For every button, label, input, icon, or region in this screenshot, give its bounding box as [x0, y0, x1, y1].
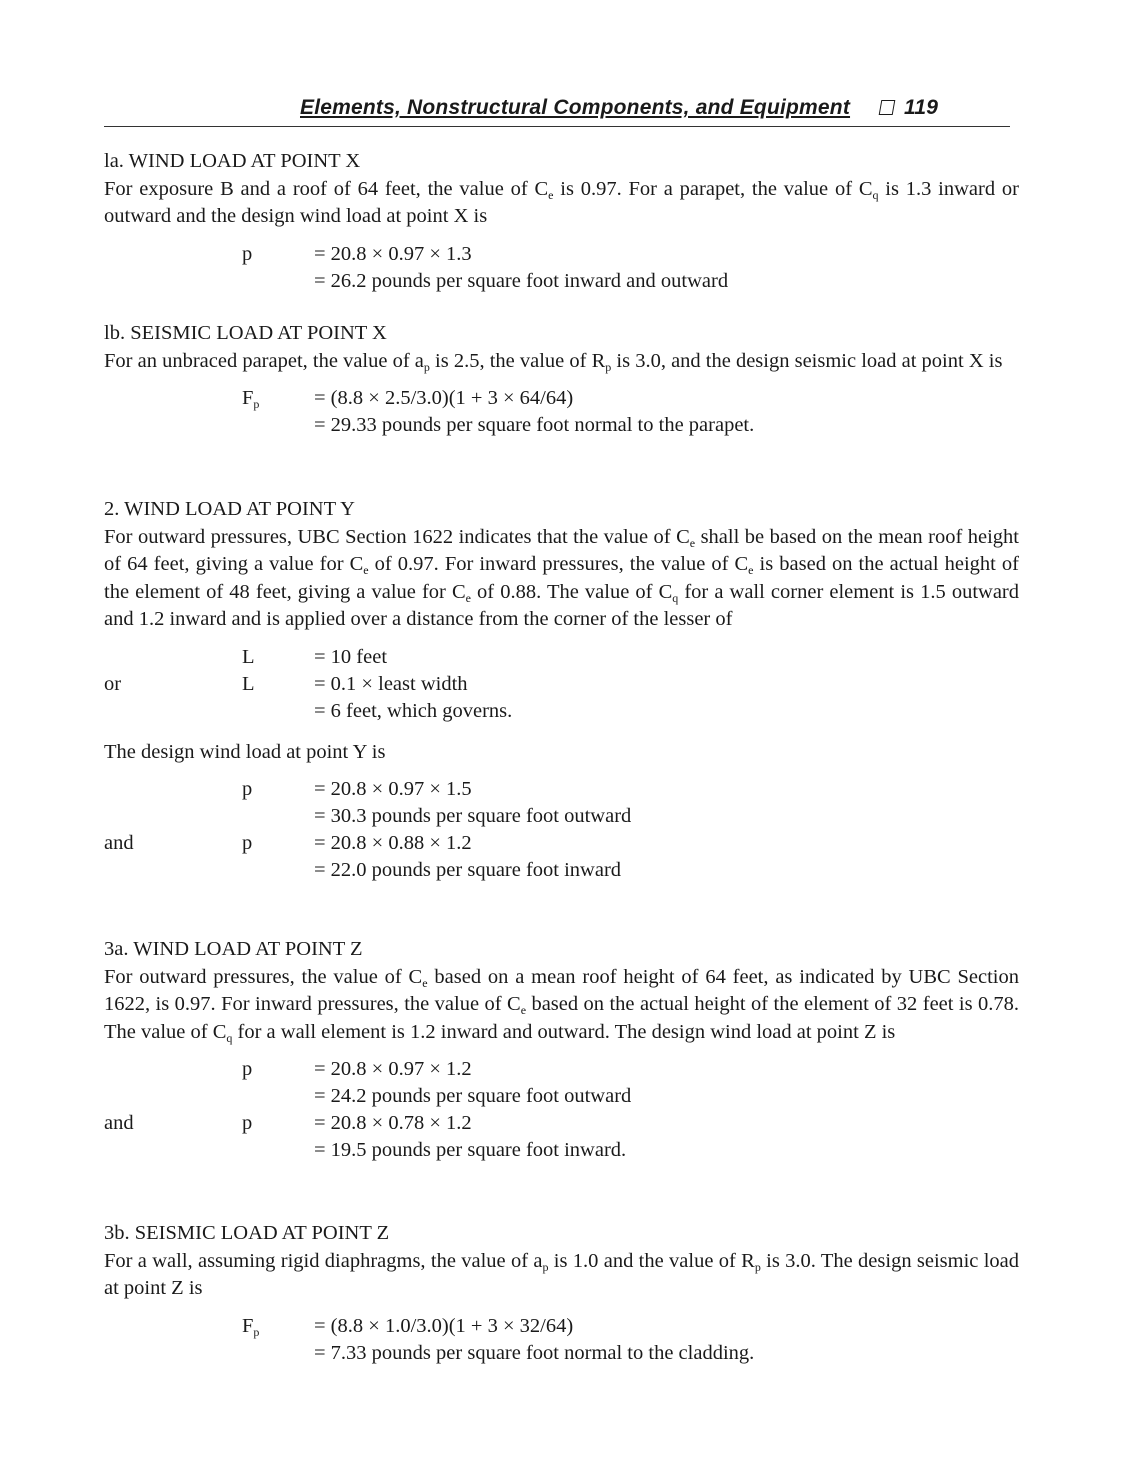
equation-line: = 10 feet [314, 645, 388, 668]
running-header-title: Elements, Nonstructural Components, and Equipment [300, 96, 851, 119]
section-paragraph: For outward pressures, UBC Section 1622 indicates that the value of $C_e$ shall be based on the mean roof height of 64 feet, giving a value for $C_e$ of 0.97. For inward pressures, the value of $C_e$ is based on the actual height of the element of 48 feet, giving a value for $C_e$ of 0.88. The value of $C_q$ for a wall corner element is 1.5 outward and 1.2 inward and is applied over a distance from the corner of the lesser of [104, 525, 1020, 630]
equation-symbol: L [242, 645, 255, 668]
equation-block [104, 385, 1019, 439]
equation-symbol: p [242, 1058, 253, 1080]
equation-symbol: L [242, 672, 255, 695]
equation-symbol: p [242, 832, 253, 854]
section-heading: 2. WIND LOAD AT POINT Y [104, 498, 355, 520]
section-paragraph: For outward pressures, the value of $C_e$ based on a mean roof height of 64 feet, as indicated by UBC Section 1622, is 0.97. For inward pressures, the value of $C_e$ based on the actual height of the element of 32 feet is 0.78. The value of $C_q$ for a wall element is 1.2 inward and outward. The design wind load at point Z is [104, 965, 1019, 1045]
equation-line: = 0.1 × least width [314, 672, 468, 695]
equation-line: = 20.8 × 0.88 × 1.2 [314, 832, 472, 854]
equation-line: = 20.8 × 0.97 × 1.3 [314, 242, 472, 265]
section-2 [104, 496, 1019, 884]
section-1b [104, 320, 1019, 439]
equation-line: = 30.3 pounds per square foot outward [314, 805, 632, 827]
running-header [300, 96, 1012, 120]
section-paragraph: The design wind load at point Y is [104, 740, 386, 763]
equation-line: = (8.8 × 2.5/3.0)(1 + 3 × 64/64) [314, 387, 574, 409]
equation-block [104, 644, 1019, 725]
section-heading: lb. SEISMIC LOAD AT POINT X [104, 322, 387, 344]
section-paragraph: For an unbraced parapet, the value of $a_p$ is 2.5, the value of $R_p$ is 3.0, and the design seismic load at point X is [104, 349, 1003, 374]
section-heading: 3b. SEISMIC LOAD AT POINT Z [104, 1222, 390, 1244]
equation-line: = 29.33 pounds per square foot normal to the parapet. [314, 414, 755, 436]
equation-block [104, 1313, 1019, 1367]
page-number: 119 [904, 96, 939, 119]
equation-block [104, 1056, 1019, 1164]
equation-line: = 26.2 pounds per square foot inward and outward [314, 269, 729, 292]
section-heading: la. WIND LOAD AT POINT X [104, 150, 361, 172]
equation-line: = 6 feet, which governs. [314, 699, 513, 722]
section-1a [104, 148, 1019, 295]
equation-symbol: $F_p$ [242, 387, 260, 411]
equation-line: = 7.33 pounds per square foot normal to the cladding. [314, 1341, 755, 1364]
section-paragraph: For a wall, assuming rigid diaphragms, the value of $a_p$ is 1.0 and the value of $R_p$ is 3.0. The design seismic load at point Z is [104, 1249, 1020, 1299]
connector-word: or [104, 672, 122, 695]
equation-line: = 20.8 × 0.97 × 1.2 [314, 1058, 472, 1080]
equation-symbol: $F_p$ [242, 1314, 260, 1339]
equation-line: = (8.8 × 1.0/3.0)(1 + 3 × 32/64) [314, 1314, 574, 1337]
section-paragraph: For exposure B and a roof of 64 feet, the value of $C_e$ is 0.97. For a parapet, the value of $C_q$ is 1.3 inward or outward and the design wind load at point X is [104, 177, 1019, 227]
equation-line: = 20.8 × 0.78 × 1.2 [314, 1112, 472, 1134]
equation-line: = 19.5 pounds per square foot inward. [314, 1139, 627, 1161]
equation-symbol: p [242, 242, 253, 265]
square-icon [879, 100, 896, 115]
connector-word: and [104, 832, 134, 854]
equation-block [104, 776, 1019, 884]
section-3b [104, 1220, 1019, 1367]
equation-line: = 22.0 pounds per square foot inward [314, 859, 622, 881]
equation-line: = 24.2 pounds per square foot outward [314, 1085, 632, 1107]
equation-symbol: p [242, 1112, 253, 1134]
connector-word: and [104, 1112, 134, 1134]
equation-symbol: p [242, 778, 253, 800]
header-rule [104, 126, 1010, 127]
equation-block [104, 241, 1019, 295]
section-3a [104, 936, 1019, 1164]
equation-line: = 20.8 × 0.97 × 1.5 [314, 778, 472, 800]
section-heading: 3a. WIND LOAD AT POINT Z [104, 938, 363, 960]
